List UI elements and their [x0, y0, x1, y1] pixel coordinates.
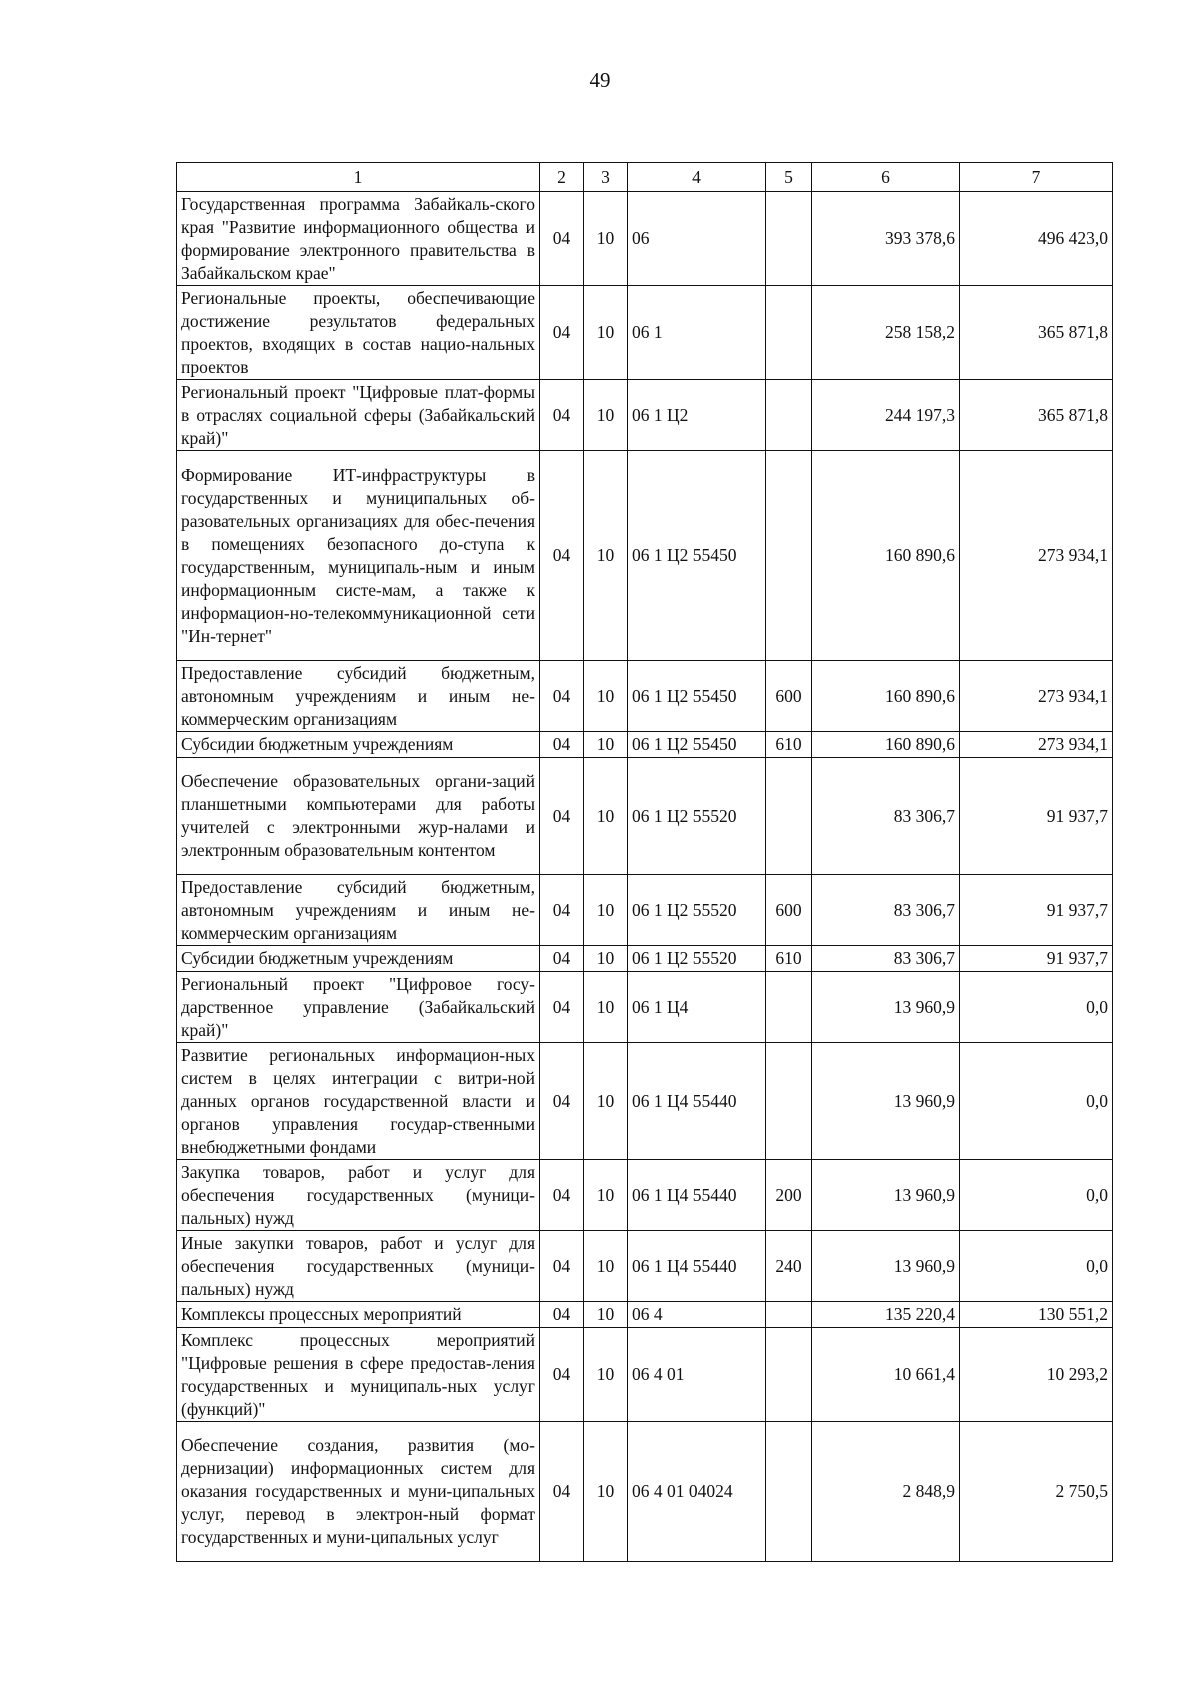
subsection-code-cell: 10 — [584, 1231, 628, 1302]
expense-type-cell — [766, 758, 812, 875]
amount-year1-cell: 135 220,4 — [812, 1302, 960, 1328]
expense-name-cell: Иные закупки товаров, работ и услуг для обеспечения государственных (муници-пальных) нужд — [177, 1231, 540, 1302]
section-code-cell: 04 — [540, 972, 584, 1043]
column-header: 2 — [540, 163, 584, 192]
section-code-cell: 04 — [540, 758, 584, 875]
subsection-code-cell: 10 — [584, 1160, 628, 1231]
subsection-code-cell: 10 — [584, 286, 628, 380]
subsection-code-cell: 10 — [584, 1328, 628, 1422]
amount-year1-cell: 244 197,3 — [812, 380, 960, 451]
amount-year1-cell: 83 306,7 — [812, 758, 960, 875]
table-row — [177, 1422, 1113, 1562]
table-row — [177, 380, 1113, 451]
target-article-cell: 06 1 Ц4 55440 — [628, 1160, 766, 1231]
section-code-cell: 04 — [540, 1043, 584, 1160]
page-number: 49 — [589, 68, 611, 92]
amount-year2-cell: 496 423,0 — [960, 192, 1113, 286]
table-row — [177, 972, 1113, 1043]
expense-name-cell: Субсидии бюджетным учреждениям — [177, 732, 540, 758]
expense-name-cell: Комплекс процессных мероприятий "Цифровые решения в сфере предостав-ления государственных и муниципаль-ных услуг (функций)" — [177, 1328, 540, 1422]
budget-table — [176, 162, 1113, 1562]
table-row — [177, 1231, 1113, 1302]
section-code-cell: 04 — [540, 1302, 584, 1328]
amount-year2-cell: 0,0 — [960, 1231, 1113, 1302]
subsection-code-cell: 10 — [584, 380, 628, 451]
table-row — [177, 946, 1113, 972]
amount-year1-cell: 160 890,6 — [812, 661, 960, 732]
table-header-row — [177, 163, 1113, 192]
table-row — [177, 661, 1113, 732]
amount-year1-cell: 160 890,6 — [812, 732, 960, 758]
section-code-cell: 04 — [540, 451, 584, 661]
expense-name-cell: Региональные проекты, обеспечивающие достижение результатов федеральных проектов, входящих в состав нацио-нальных проектов — [177, 286, 540, 380]
amount-year1-cell: 13 960,9 — [812, 1231, 960, 1302]
expense-name-cell: Обеспечение образовательных органи-заций планшетными компьютерами для работы учителей с электронными жур-налами и электронным образовательным контентом — [177, 758, 540, 875]
expense-type-cell: 610 — [766, 946, 812, 972]
subsection-code-cell: 10 — [584, 1302, 628, 1328]
expense-type-cell — [766, 1422, 812, 1562]
expense-name-cell: Формирование ИТ-инфраструктуры в государственных и муниципальных об-разовательных организациях для обес-печения в помещениях безопасного до-ступа к государственным, муниципаль-ным и иным информационным систе-мам, а также к информацион-но-телекоммуникационной сети "Ин-тернет" — [177, 451, 540, 661]
expense-type-cell — [766, 451, 812, 661]
table-body — [177, 192, 1113, 1562]
amount-year1-cell: 83 306,7 — [812, 875, 960, 946]
amount-year1-cell: 13 960,9 — [812, 1043, 960, 1160]
section-code-cell: 04 — [540, 286, 584, 380]
expense-type-cell: 610 — [766, 732, 812, 758]
expense-type-cell — [766, 1328, 812, 1422]
amount-year2-cell: 365 871,8 — [960, 286, 1113, 380]
column-header: 7 — [960, 163, 1113, 192]
subsection-code-cell: 10 — [584, 451, 628, 661]
column-header: 6 — [812, 163, 960, 192]
subsection-code-cell: 10 — [584, 732, 628, 758]
table-row — [177, 1043, 1113, 1160]
section-code-cell: 04 — [540, 380, 584, 451]
target-article-cell: 06 1 Ц2 55450 — [628, 661, 766, 732]
amount-year2-cell: 130 551,2 — [960, 1302, 1113, 1328]
amount-year2-cell: 2 750,5 — [960, 1422, 1113, 1562]
amount-year2-cell: 0,0 — [960, 1160, 1113, 1231]
target-article-cell: 06 — [628, 192, 766, 286]
column-header: 1 — [177, 163, 540, 192]
expense-type-cell — [766, 192, 812, 286]
section-code-cell: 04 — [540, 192, 584, 286]
target-article-cell: 06 1 Ц2 55450 — [628, 451, 766, 661]
table-row — [177, 1302, 1113, 1328]
amount-year2-cell: 91 937,7 — [960, 875, 1113, 946]
target-article-cell: 06 4 01 04024 — [628, 1422, 766, 1562]
amount-year1-cell: 10 661,4 — [812, 1328, 960, 1422]
table-row — [177, 192, 1113, 286]
subsection-code-cell: 10 — [584, 1422, 628, 1562]
expense-name-cell: Региональный проект "Цифровое госу-дарственное управление (Забайкальский край)" — [177, 972, 540, 1043]
expense-name-cell: Обеспечение создания, развития (мо-дернизации) информационных систем для оказания государственных и муни-ципальных услуг, перевод в электрон-ный формат государственных и муни-ципальных услуг — [177, 1422, 540, 1562]
expense-type-cell: 600 — [766, 875, 812, 946]
section-code-cell: 04 — [540, 946, 584, 972]
amount-year2-cell: 0,0 — [960, 972, 1113, 1043]
expense-type-cell — [766, 1302, 812, 1328]
table-row — [177, 1160, 1113, 1231]
section-code-cell: 04 — [540, 1422, 584, 1562]
expense-type-cell: 600 — [766, 661, 812, 732]
section-code-cell: 04 — [540, 1231, 584, 1302]
subsection-code-cell: 10 — [584, 661, 628, 732]
subsection-code-cell: 10 — [584, 946, 628, 972]
table-row — [177, 1328, 1113, 1422]
amount-year2-cell: 273 934,1 — [960, 451, 1113, 661]
target-article-cell: 06 1 Ц2 55520 — [628, 946, 766, 972]
subsection-code-cell: 10 — [584, 192, 628, 286]
expense-type-cell — [766, 286, 812, 380]
target-article-cell: 06 1 Ц2 55520 — [628, 758, 766, 875]
amount-year1-cell: 83 306,7 — [812, 946, 960, 972]
amount-year2-cell: 91 937,7 — [960, 946, 1113, 972]
amount-year1-cell: 13 960,9 — [812, 1160, 960, 1231]
column-header: 4 — [628, 163, 766, 192]
section-code-cell: 04 — [540, 732, 584, 758]
amount-year2-cell: 365 871,8 — [960, 380, 1113, 451]
section-code-cell: 04 — [540, 875, 584, 946]
amount-year2-cell: 91 937,7 — [960, 758, 1113, 875]
expense-name-cell: Закупка товаров, работ и услуг для обеспечения государственных (муници-пальных) нужд — [177, 1160, 540, 1231]
amount-year1-cell: 393 378,6 — [812, 192, 960, 286]
column-header: 5 — [766, 163, 812, 192]
target-article-cell: 06 4 01 — [628, 1328, 766, 1422]
amount-year1-cell: 160 890,6 — [812, 451, 960, 661]
amount-year2-cell: 273 934,1 — [960, 661, 1113, 732]
subsection-code-cell: 10 — [584, 972, 628, 1043]
amount-year2-cell: 0,0 — [960, 1043, 1113, 1160]
table-row — [177, 732, 1113, 758]
target-article-cell: 06 1 Ц4 55440 — [628, 1043, 766, 1160]
expense-name-cell: Развитие региональных информацион-ных систем в целях интеграции с витри-ной данных органов государственной власти и органов управления государ-ственными внебюджетными фондами — [177, 1043, 540, 1160]
section-code-cell: 04 — [540, 1328, 584, 1422]
expense-type-cell: 200 — [766, 1160, 812, 1231]
target-article-cell: 06 1 Ц4 55440 — [628, 1231, 766, 1302]
amount-year2-cell: 273 934,1 — [960, 732, 1113, 758]
expense-name-cell: Предоставление субсидий бюджетным, автономным учреждениям и иным не-коммерческим организациям — [177, 661, 540, 732]
subsection-code-cell: 10 — [584, 1043, 628, 1160]
table-row — [177, 758, 1113, 875]
expense-name-cell: Региональный проект "Цифровые плат-формы в отраслях социальной сферы (Забайкальский край)" — [177, 380, 540, 451]
expense-name-cell: Комплексы процессных мероприятий — [177, 1302, 540, 1328]
table-row — [177, 286, 1113, 380]
target-article-cell: 06 1 Ц2 — [628, 380, 766, 451]
expense-name-cell: Государственная программа Забайкаль-ского края "Развитие информационного общества и формирование электронного правительства в Забайкальском крае" — [177, 192, 540, 286]
target-article-cell: 06 1 — [628, 286, 766, 380]
table-row — [177, 875, 1113, 946]
amount-year2-cell: 10 293,2 — [960, 1328, 1113, 1422]
expense-type-cell — [766, 380, 812, 451]
expense-type-cell — [766, 972, 812, 1043]
subsection-code-cell: 10 — [584, 758, 628, 875]
expense-type-cell: 240 — [766, 1231, 812, 1302]
expense-name-cell: Предоставление субсидий бюджетным, автономным учреждениям и иным не-коммерческим организациям — [177, 875, 540, 946]
amount-year1-cell: 258 158,2 — [812, 286, 960, 380]
amount-year1-cell: 2 848,9 — [812, 1422, 960, 1562]
amount-year1-cell: 13 960,9 — [812, 972, 960, 1043]
table-row — [177, 451, 1113, 661]
section-code-cell: 04 — [540, 661, 584, 732]
section-code-cell: 04 — [540, 1160, 584, 1231]
column-header: 3 — [584, 163, 628, 192]
expense-type-cell — [766, 1043, 812, 1160]
target-article-cell: 06 1 Ц2 55450 — [628, 732, 766, 758]
expense-name-cell: Субсидии бюджетным учреждениям — [177, 946, 540, 972]
target-article-cell: 06 1 Ц2 55520 — [628, 875, 766, 946]
target-article-cell: 06 1 Ц4 — [628, 972, 766, 1043]
subsection-code-cell: 10 — [584, 875, 628, 946]
target-article-cell: 06 4 — [628, 1302, 766, 1328]
